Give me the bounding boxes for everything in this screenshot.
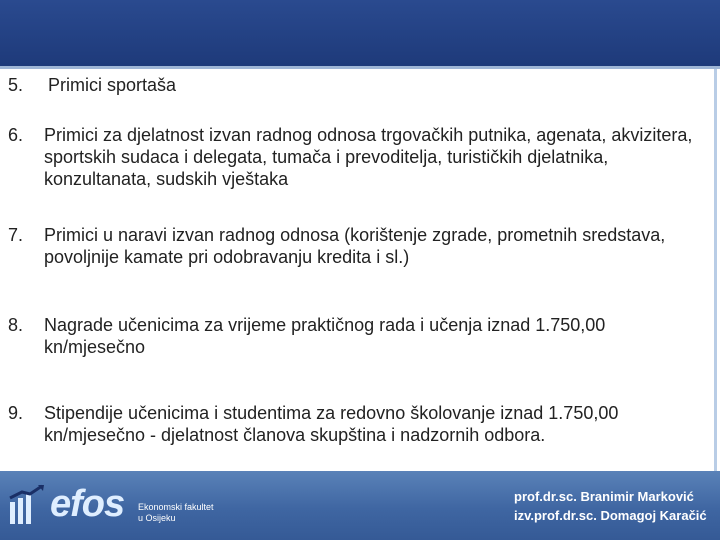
list-item [8, 314, 708, 358]
author-2: izv.prof.dr.sc. Domagoj Karačić [514, 508, 707, 523]
authors-block [514, 487, 707, 525]
faculty-name [138, 502, 214, 524]
efos-logo [8, 480, 218, 532]
list-item [8, 74, 708, 96]
header-band [0, 0, 720, 69]
item-number: 9. [8, 403, 24, 423]
item-text: Primici za djelatnost izvan radnog odnosa trgovačkih putnika, agenata, akvizitera, sportskih sudaca i delegata, tumača i prevoditelja, turističkih djelatnika, konzultanata, sudskih vještaka [44, 125, 693, 189]
item-text: Primici sportaša [48, 75, 177, 95]
list-item [8, 124, 708, 190]
list-item [8, 402, 708, 446]
faculty-line-1: Ekonomski fakultet [138, 502, 214, 512]
item-number: 6. [8, 125, 24, 145]
logo-wordmark: efos [50, 483, 125, 525]
item-text: Nagrade učenicima za vrijeme praktičnog rada i učenja iznad 1.750,00 kn/mjesečno [44, 315, 606, 357]
item-number: 7. [8, 225, 24, 245]
bar-chart-logo-icon [8, 484, 48, 526]
item-text: Stipendije učenicima i studentima za redovno školovanje iznad 1.750,00 kn/mjesečno - djelatnost članova skupština i nadzornih odbora. [44, 403, 619, 445]
author-1: prof.dr.sc. Branimir Marković [514, 489, 694, 504]
footer-band [0, 471, 720, 540]
list-item [8, 224, 708, 268]
faculty-line-2: u Osijeku [138, 513, 176, 523]
item-number: 5. [8, 75, 24, 95]
item-number: 8. [8, 315, 24, 335]
item-text: Primici u naravi izvan radnog odnosa (korištenje zgrade, prometnih sredstava, povoljnije kamate pri odobravanju kredita i sl.) [44, 225, 666, 267]
